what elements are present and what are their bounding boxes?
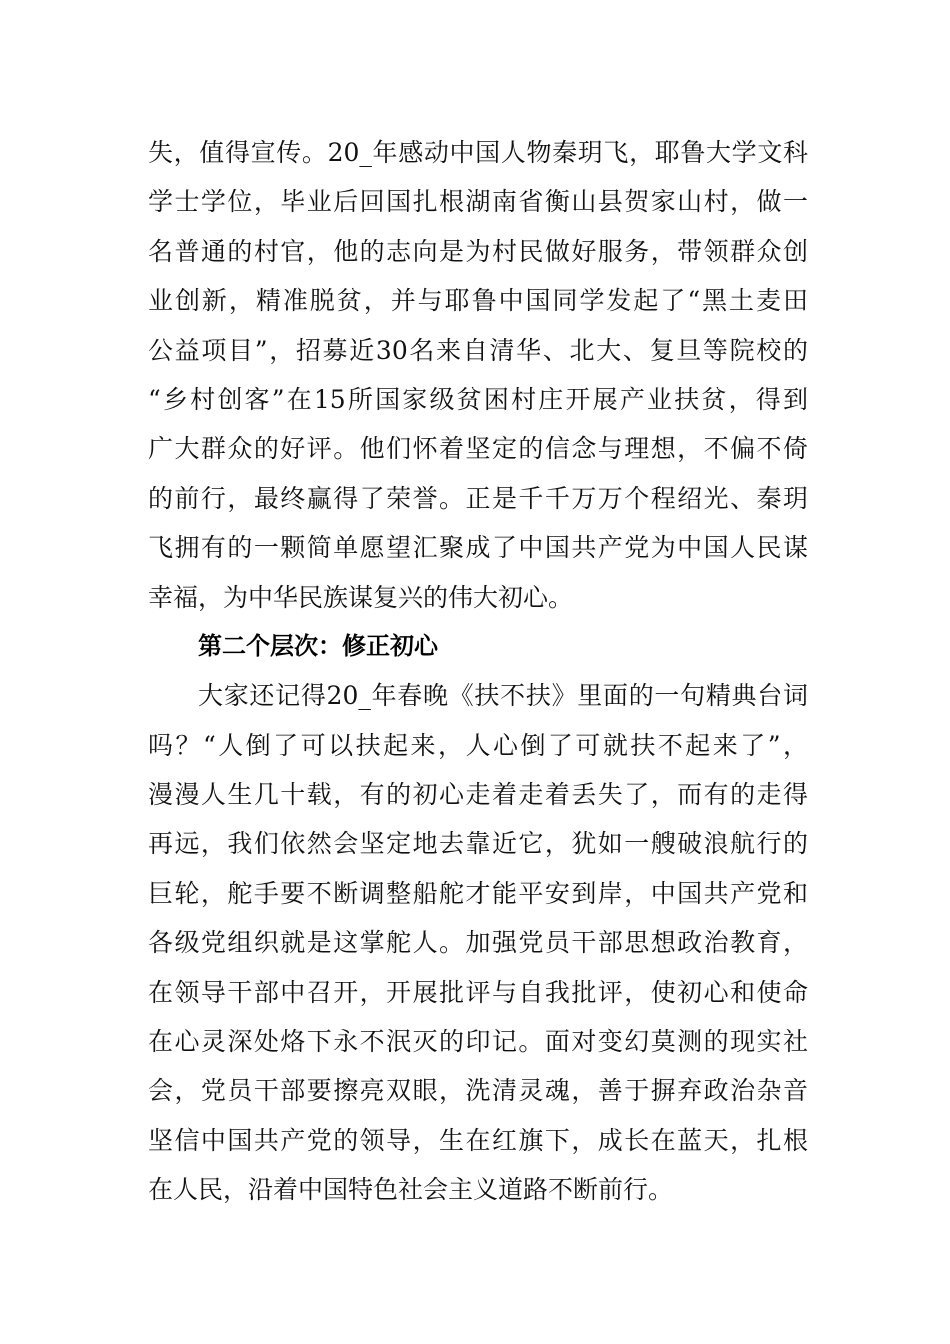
paragraph-line: 失，值得宣传。20_年感动中国人物秦玥飞，耶鲁大学文科 [148,138,808,167]
paragraph-line: 各级党组织就是这掌舵人。加强党员干部思想政治教育， [148,928,808,958]
paragraph-line: 在人民，沿着中国特色社会主义道路不断前行。 [148,1175,674,1205]
document-body [148,128,808,1215]
paragraph-line: 坚信中国共产党的领导，生在红旗下，成长在蓝天，扎根 [148,1125,808,1155]
paragraph-line: 的前行，最终赢得了荣誉。正是千千万万个程绍光、秦玥 [148,483,808,513]
paragraph-line: 大家还记得20_年春晚《扶不扶》里面的一句精典台词 [198,681,808,711]
paragraph-line: 再远，我们依然会坚定地去靠近它，犹如一艘破浪航行的 [148,829,808,859]
paragraph-line: 会，党员干部要擦亮双眼，洗清灵魂，善于摒弃政治杂音 [148,1076,808,1106]
paragraph-line: 公益项目”，招募近30名来自清华、北大、复旦等院校的 [148,335,808,365]
paragraph-line: 幸福，为中华民族谋复兴的伟大初心。 [148,582,574,612]
paragraph-line: 名普通的村官，他的志向是为村民做好服务，带领群众创 [148,236,808,266]
paragraph-2 [148,671,808,1214]
paragraph-line: 业创新，精准脱贫，并与耶鲁中国同学发起了“黑土麦田 [148,286,808,316]
paragraph-line: 学士学位，毕业后回国扎根湖南省衡山县贺家山村，做一 [148,187,808,217]
paragraph-line: 巨轮，舵手要不断调整船舵才能平安到岸，中国共产党和 [148,878,808,908]
section-heading: 第二个层次：修正初心 [198,631,438,660]
paragraph-line: 在领导干部中召开，开展批评与自我批评，使初心和使命 [148,977,808,1007]
paragraph-line: “乡村创客”在15所国家级贫困村庄开展产业扶贫，得到 [148,384,808,414]
paragraph-line: 吗？“人倒了可以扶起来，人心倒了可就扶不起来了”， [148,730,808,760]
paragraph-line: 漫漫人生几十载，有的初心走着走着丢失了，而有的走得 [148,780,808,810]
paragraph-1 [148,128,808,622]
paragraph-line: 广大群众的好评。他们怀着坚定的信念与理想，不偏不倚 [148,434,808,464]
paragraph-line: 飞拥有的一颗简单愿望汇聚成了中国共产党为中国人民谋 [148,533,808,563]
paragraph-line: 在心灵深处烙下永不泯灭的印记。面对变幻莫测的现实社 [148,1027,808,1057]
